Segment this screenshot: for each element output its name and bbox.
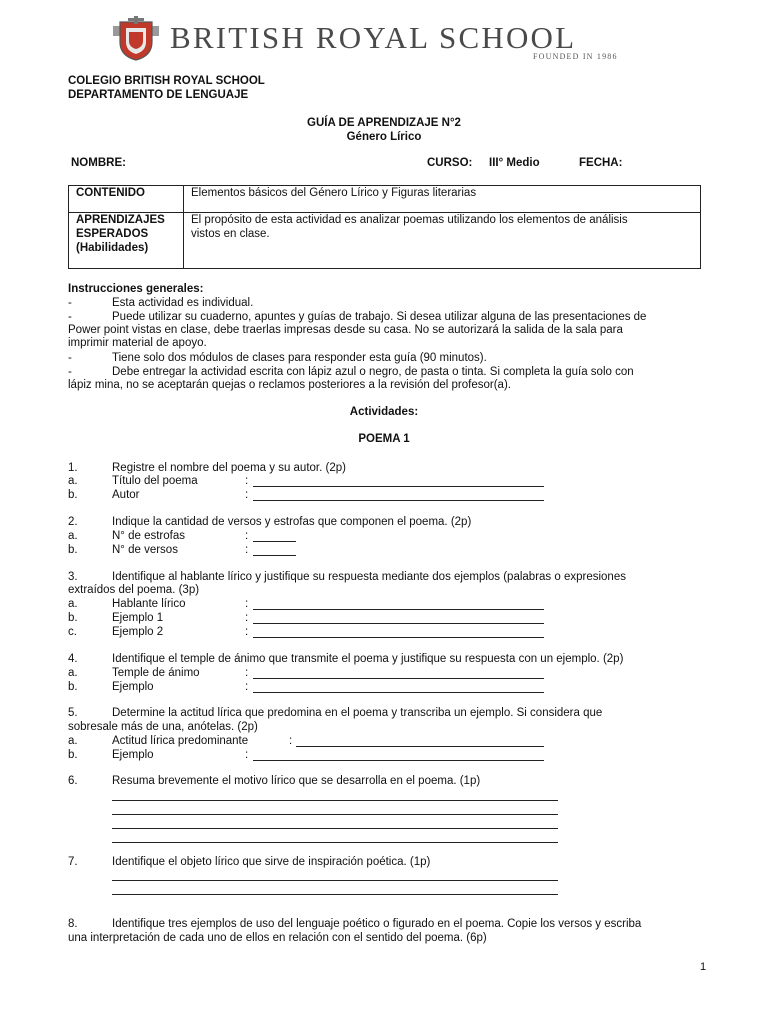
item-colon: : (245, 749, 249, 761)
answer-line[interactable] (296, 746, 544, 747)
item-colon: : (245, 626, 249, 638)
table-cell-line: vistos en clase. (191, 228, 270, 240)
info-table (68, 185, 701, 269)
instruction-dash: - (68, 366, 72, 378)
school-crest-logo (110, 16, 162, 62)
table-head-aprendizajes (69, 213, 184, 269)
table-cell-line: El propósito de esta actividad es analizar poemas utilizando los elementos de análisis (191, 214, 628, 226)
curso-value: III° Medio (489, 157, 540, 169)
item-letter: b. (68, 544, 78, 556)
item-colon: : (289, 735, 293, 747)
item-colon: : (245, 667, 249, 679)
answer-line[interactable] (253, 555, 296, 556)
answer-line[interactable] (253, 637, 544, 638)
question-number: 2. (68, 516, 78, 528)
answer-line[interactable] (253, 623, 544, 624)
question-text: Identifique el objeto lírico que sirve de inspiración poética. (1p) (112, 856, 431, 868)
question-number: 8. (68, 918, 78, 930)
instruction-item: Debe entregar la actividad escrita con lápiz azul o negro, de pasta o tinta. Si completa la guía solo con (112, 366, 634, 378)
page-number: 1 (700, 961, 707, 973)
answer-line[interactable] (112, 828, 558, 829)
item-letter: b. (68, 681, 78, 693)
item-letter: a. (68, 598, 78, 610)
answer-line[interactable] (253, 760, 544, 761)
table-head-contenido: CONTENIDO (69, 186, 184, 213)
college-name: COLEGIO BRITISH ROYAL SCHOOL (68, 75, 265, 87)
item-label: N° de estrofas (112, 530, 185, 542)
instructions-title: Instrucciones generales: (68, 283, 204, 295)
answer-line[interactable] (112, 814, 558, 815)
item-label: Ejemplo 2 (112, 626, 164, 638)
guide-title: GUÍA DE APRENDIZAJE N°2 (307, 117, 461, 129)
question-number: 7. (68, 856, 78, 868)
instruction-dash: - (68, 311, 72, 323)
instruction-dash: - (68, 352, 72, 364)
item-colon: : (245, 681, 249, 693)
item-letter: b. (68, 612, 78, 624)
answer-line[interactable] (253, 678, 544, 679)
item-label: Temple de ánimo (112, 667, 200, 679)
instruction-item-cont: imprimir material de apoyo. (68, 337, 207, 349)
item-label: Hablante lírico (112, 598, 186, 610)
activities-title: Actividades: (349, 406, 419, 418)
instruction-item-cont: lápiz mina, no se aceptarán quejas o reclamos posteriores a la revisión del profesor(a). (68, 379, 511, 391)
answer-line[interactable] (253, 609, 544, 610)
nombre-label: NOMBRE: (71, 157, 126, 169)
question-text: Identifique tres ejemplos de uso del lenguaje poético o figurado en el poema. Copie los versos y escriba (112, 918, 642, 930)
answer-line[interactable] (253, 692, 544, 693)
item-colon: : (245, 598, 249, 610)
item-label: Actitud lírica predominante (112, 735, 249, 747)
table-row (69, 213, 701, 269)
item-label: Ejemplo 1 (112, 612, 164, 624)
poem-title: POEMA 1 (358, 433, 410, 445)
question-number: 6. (68, 775, 78, 787)
table-head-line: APRENDIZAJES (76, 214, 165, 226)
question-text-cont: una interpretación de cada uno de ellos en relación con el sentido del poema. (6p) (68, 932, 487, 944)
table-row (69, 186, 701, 213)
question-text: Identifique el temple de ánimo que transmite el poema y justifique su respuesta con un ejemplo. (2p) (112, 653, 624, 665)
item-colon: : (245, 489, 249, 501)
item-letter: b. (68, 749, 78, 761)
answer-line[interactable] (112, 880, 558, 881)
item-colon: : (245, 612, 249, 624)
item-letter: c. (68, 626, 77, 638)
question-number: 5. (68, 707, 78, 719)
answer-line[interactable] (253, 541, 296, 542)
fecha-label: FECHA: (579, 157, 623, 169)
answer-line[interactable] (253, 500, 544, 501)
answer-line[interactable] (112, 842, 558, 843)
item-colon: : (245, 544, 249, 556)
instruction-item: Esta actividad es individual. (112, 297, 254, 309)
answer-line[interactable] (112, 800, 558, 801)
table-cell-aprendizajes (184, 213, 701, 269)
curso-label: CURSO: (427, 157, 473, 169)
item-label: N° de versos (112, 544, 178, 556)
instruction-item: Tiene solo dos módulos de clases para responder esta guía (90 minutos). (112, 352, 487, 364)
instruction-dash: - (68, 297, 72, 309)
question-text: Resuma brevemente el motivo lírico que se desarrolla en el poema. (1p) (112, 775, 481, 787)
item-label: Título del poema (112, 475, 198, 487)
question-text: Indique la cantidad de versos y estrofas que componen el poema. (2p) (112, 516, 472, 528)
table-head-line: (Habilidades) (76, 242, 149, 254)
item-label: Ejemplo (112, 749, 154, 761)
table-cell-contenido: Elementos básicos del Género Lírico y Figuras literarias (184, 186, 701, 213)
item-label: Autor (112, 489, 140, 501)
item-letter: a. (68, 475, 78, 487)
item-colon: : (245, 530, 249, 542)
item-colon: : (245, 475, 249, 487)
question-number: 4. (68, 653, 78, 665)
department-name: DEPARTAMENTO DE LENGUAJE (68, 89, 249, 101)
question-number: 3. (68, 571, 78, 583)
guide-subtitle: Género Lírico (346, 131, 422, 143)
instruction-item-cont: Power point vistas en clase, debe traerlas impresas desde su casa. No se autorizará la salida de la sala para (68, 324, 623, 336)
answer-line[interactable] (112, 894, 558, 895)
question-number: 1. (68, 462, 78, 474)
item-letter: a. (68, 667, 78, 679)
table-head-line: ESPERADOS (76, 228, 149, 240)
item-letter: a. (68, 735, 78, 747)
item-letter: a. (68, 530, 78, 542)
question-text-cont: extraídos del poema. (3p) (68, 584, 200, 596)
item-letter: b. (68, 489, 78, 501)
question-text: Identifique al hablante lírico y justifique su respuesta mediante dos ejemplos (palabras o expresiones (112, 571, 626, 583)
school-name: BRITISH ROYAL SCHOOL (170, 20, 577, 55)
founded-tagline: FOUNDED IN 1986 (533, 52, 618, 61)
instruction-item: Puede utilizar su cuaderno, apuntes y guías de trabajo. Si desea utilizar alguna de las presentaciones de (112, 311, 647, 323)
item-label: Ejemplo (112, 681, 154, 693)
question-text: Determine la actitud lírica que predomina en el poema y transcriba un ejemplo. Si considera que (112, 707, 603, 719)
answer-line[interactable] (253, 486, 544, 487)
question-text-cont: sobresale más de una, anótelas. (2p) (68, 721, 258, 733)
question-text: Registre el nombre del poema y su autor. (2p) (112, 462, 346, 474)
